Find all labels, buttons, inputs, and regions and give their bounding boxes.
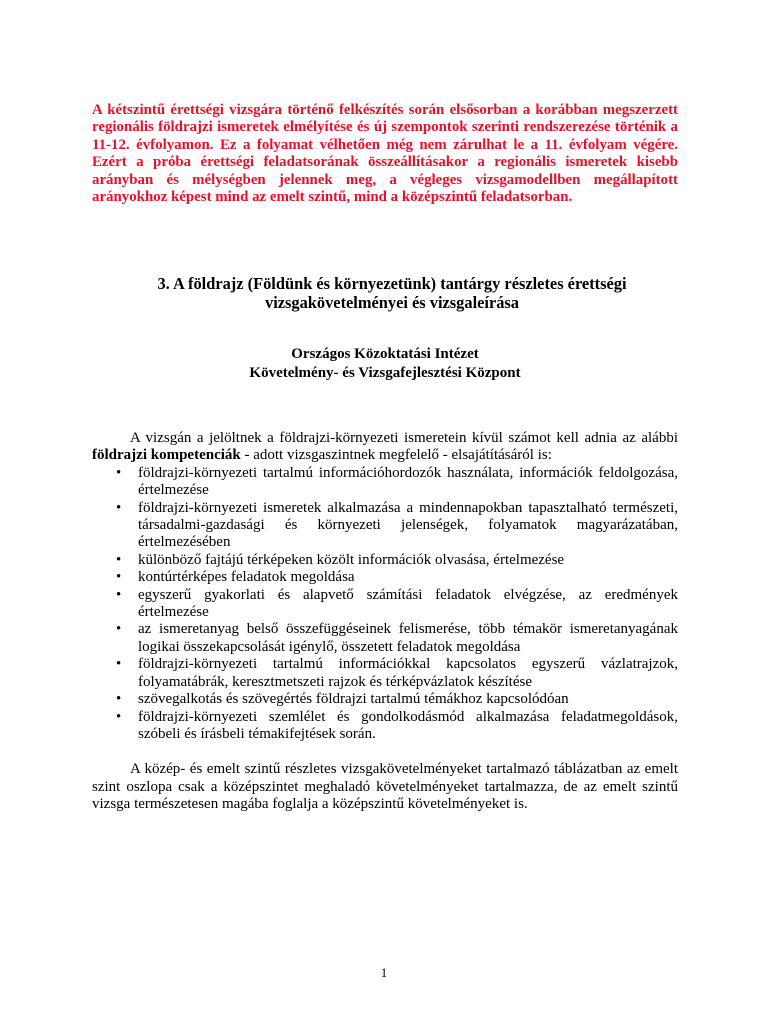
competencies-intro-before: A vizsgán a jelöltnek a földrajzi-környezeti ismeretein kívül számot kell adnia az alábbi: [130, 430, 678, 446]
competencies-intro-paragraph: [92, 430, 678, 465]
list-item: [92, 709, 678, 744]
list-item: [92, 656, 678, 691]
list-item-text: földrajzi-környezeti tartalmú információhordozók használata, információk feldolgozása, értelmezése: [138, 464, 678, 499]
body-block: [92, 430, 678, 814]
list-item: [92, 500, 678, 552]
section-heading-line-1: 3. A földrajz (Földünk és környezetünk) tantárgy részletes érettségi: [157, 274, 627, 293]
competencies-list: [92, 465, 678, 744]
list-item-text: különböző fajtájú térképeken közölt információk olvasása, értelmezése: [138, 551, 565, 568]
list-item: [92, 621, 678, 656]
institute-department: Követelmény- és Vizsgafejlesztési Központ: [249, 365, 521, 381]
bullet-icon: •: [116, 586, 122, 603]
bullet-icon: •: [116, 464, 122, 481]
list-item-text: szövegalkotás és szövegértés földrajzi tartalmú témákhoz kapcsolódóan: [138, 691, 569, 708]
list-item: [92, 552, 678, 569]
section-heading-line-2: vizsgakövetelményei és vizsgaleírása: [265, 292, 519, 312]
page-content: [92, 102, 678, 813]
list-item-text: földrajzi-környezeti ismeretek alkalmazása a mindennapokban tapasztalható természeti, társadalmi-gazdasági és környezeti jelenségek, folyamatok magyarázatában, értelmezésében: [138, 499, 678, 551]
bullet-icon: •: [116, 691, 122, 708]
bullet-icon: •: [116, 621, 122, 638]
list-item-text: az ismeretanyag belső összefüggéseinek felismerése, több témakör ismeretanyagának logikai összekapcsolását igénylő, összetett feladatok megoldása: [138, 621, 678, 655]
bullet-icon: •: [116, 569, 122, 586]
list-item-text: kontúrtérképes feladatok megoldása: [138, 569, 355, 586]
list-item-text: egyszerű gyakorlati és alapvető számítási feladatok elvégzése, az eredmények értelmezése: [138, 586, 678, 621]
list-item: [92, 691, 678, 708]
list-item: [92, 569, 678, 586]
list-item-text: földrajzi-környezeti tartalmú információkkal kapcsolatos egyszerű vázlatrajzok, folyamatábrák, keresztmetszeti rajzok és térképvázlatok készítése: [138, 656, 678, 690]
competencies-intro-bold: földrajzi kompetenciák: [92, 447, 241, 464]
bullet-icon: •: [116, 656, 122, 673]
intro-paragraph-red: A kétszintű érettségi vizsgára történő felkészítés során elsősorban a korábban megszerzett regionális földrajzi ismeretek elmélyítése és új szempontok szerinti rendszerezése történik a 11-12. évfolyamon. Ez a folyamat vélhetően még nem zárulhat le a 11. évfolyam végére. Ezért a próba érettségi feladatsorának összeállításakor a regionális ismeretek kisebb arányban és mélységben jelennek meg, a végleges vizsgamodellben megállapított arányokhoz képest mind az emelt szintű, mind a középszintű feladatsorban.: [92, 102, 678, 206]
bullet-icon: •: [116, 499, 122, 516]
page-number: 1: [380, 965, 388, 980]
section-heading: [92, 275, 692, 312]
institute-block: [92, 345, 678, 383]
list-item-text: földrajzi-környezeti szemlélet és gondolkodásmód alkalmazása feladatmegoldások, szóbeli és írásbeli témakifejtések során.: [138, 708, 678, 742]
competencies-intro-after: - adott vizsgaszintnek megfelelő - elsajátításáról is:: [240, 447, 552, 464]
closing-paragraph: A közép- és emelt szintű részletes vizsgakövetelményeket tartalmazó táblázatban az emelt szint oszlopa csak a középszintet meghaladó követelményeket tartalmazza, de az emelt szintű vizsga természetesen magába foglalja a középszintű követelményeket is.: [92, 761, 678, 813]
list-item: [92, 587, 678, 622]
bullet-icon: •: [116, 551, 122, 568]
bullet-icon: •: [116, 708, 122, 725]
list-item: [92, 465, 678, 500]
institute-name: Országos Közoktatási Intézet: [291, 346, 479, 362]
